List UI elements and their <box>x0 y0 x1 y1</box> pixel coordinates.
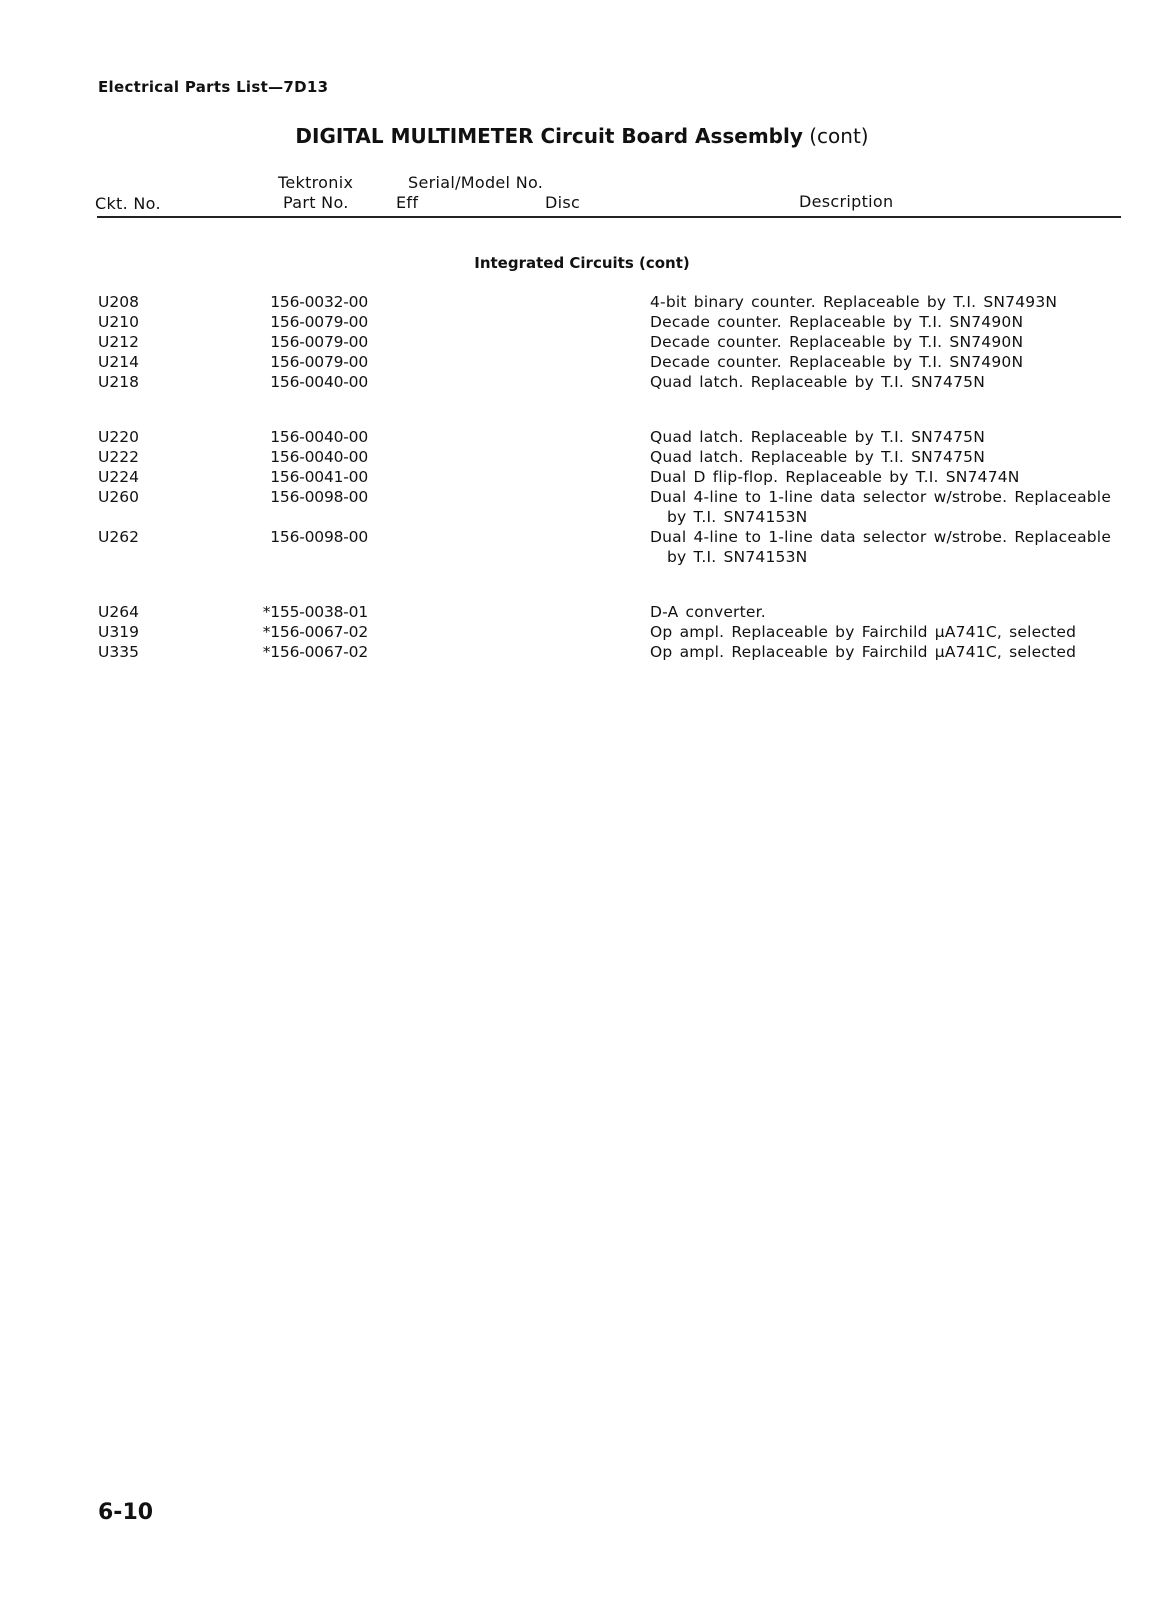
description: Dual D flip-flop. Replaceable by T.I. SN7474N <box>650 468 1020 486</box>
ckt-no: U262 <box>98 528 139 546</box>
col-header-disc: Disc <box>545 193 581 212</box>
ckt-no: U208 <box>98 293 139 311</box>
col-header-tektronix: Tektronix <box>278 173 354 192</box>
description: Decade counter. Replaceable by T.I. SN7490N <box>650 333 1024 351</box>
description: 4-bit binary counter. Replaceable by T.I. SN7493N <box>650 293 1058 311</box>
running-head: Electrical Parts List—7D13 <box>98 78 329 96</box>
part-no: 156-0041-00 <box>270 468 368 486</box>
ckt-no: U335 <box>98 643 139 661</box>
part-no: 156-0040-00 <box>270 428 368 446</box>
ckt-no: U224 <box>98 468 139 486</box>
part-no: 156-0079-00 <box>270 313 368 331</box>
page-title-main: DIGITAL MULTIMETER Circuit Board Assembly <box>295 124 803 148</box>
col-header-part-no: Part No. <box>283 193 349 212</box>
ckt-no: U264 <box>98 603 139 621</box>
ckt-no: U214 <box>98 353 139 371</box>
part-no: 156-0079-00 <box>270 353 368 371</box>
part-no: *156-0067-02 <box>262 643 368 661</box>
ckt-no: U260 <box>98 488 139 506</box>
description: D-A converter. <box>650 603 766 621</box>
page-number: 6-10 <box>98 1500 154 1525</box>
section-heading: Integrated Circuits (cont) <box>474 254 690 272</box>
description: Op ampl. Replaceable by Fairchild μA741C, selected <box>650 623 1077 641</box>
description: Quad latch. Replaceable by T.I. SN7475N <box>650 448 985 466</box>
part-no: 156-0079-00 <box>270 333 368 351</box>
description: Quad latch. Replaceable by T.I. SN7475N <box>650 373 985 391</box>
col-header-ckt: Ckt. No. <box>95 194 161 213</box>
description: Quad latch. Replaceable by T.I. SN7475N <box>650 428 985 446</box>
description: Decade counter. Replaceable by T.I. SN7490N <box>650 313 1024 331</box>
ckt-no: U222 <box>98 448 139 466</box>
ckt-no: U210 <box>98 313 139 331</box>
col-header-eff: Eff <box>396 193 419 212</box>
description: Dual 4-line to 1-line data selector w/strobe. Replaceable <box>650 488 1112 506</box>
header-rule <box>97 216 1121 218</box>
page-title <box>0 124 1164 148</box>
ckt-no: U220 <box>98 428 139 446</box>
page-title-suffix: (cont) <box>802 124 869 148</box>
ckt-no: U212 <box>98 333 139 351</box>
description-continuation: by T.I. SN74153N <box>667 508 808 526</box>
col-header-serial: Serial/Model No. <box>408 173 544 192</box>
description-continuation: by T.I. SN74153N <box>667 548 808 566</box>
part-no: *156-0067-02 <box>262 623 368 641</box>
part-no: 156-0040-00 <box>270 448 368 466</box>
part-no: 156-0040-00 <box>270 373 368 391</box>
description: Decade counter. Replaceable by T.I. SN7490N <box>650 353 1024 371</box>
ckt-no: U218 <box>98 373 139 391</box>
description: Op ampl. Replaceable by Fairchild μA741C, selected <box>650 643 1077 661</box>
part-no: 156-0032-00 <box>270 293 368 311</box>
part-no: 156-0098-00 <box>270 528 368 546</box>
ckt-no: U319 <box>98 623 139 641</box>
part-no: 156-0098-00 <box>270 488 368 506</box>
part-no: *155-0038-01 <box>262 603 368 621</box>
description: Dual 4-line to 1-line data selector w/strobe. Replaceable <box>650 528 1112 546</box>
col-header-description: Description <box>799 192 894 211</box>
